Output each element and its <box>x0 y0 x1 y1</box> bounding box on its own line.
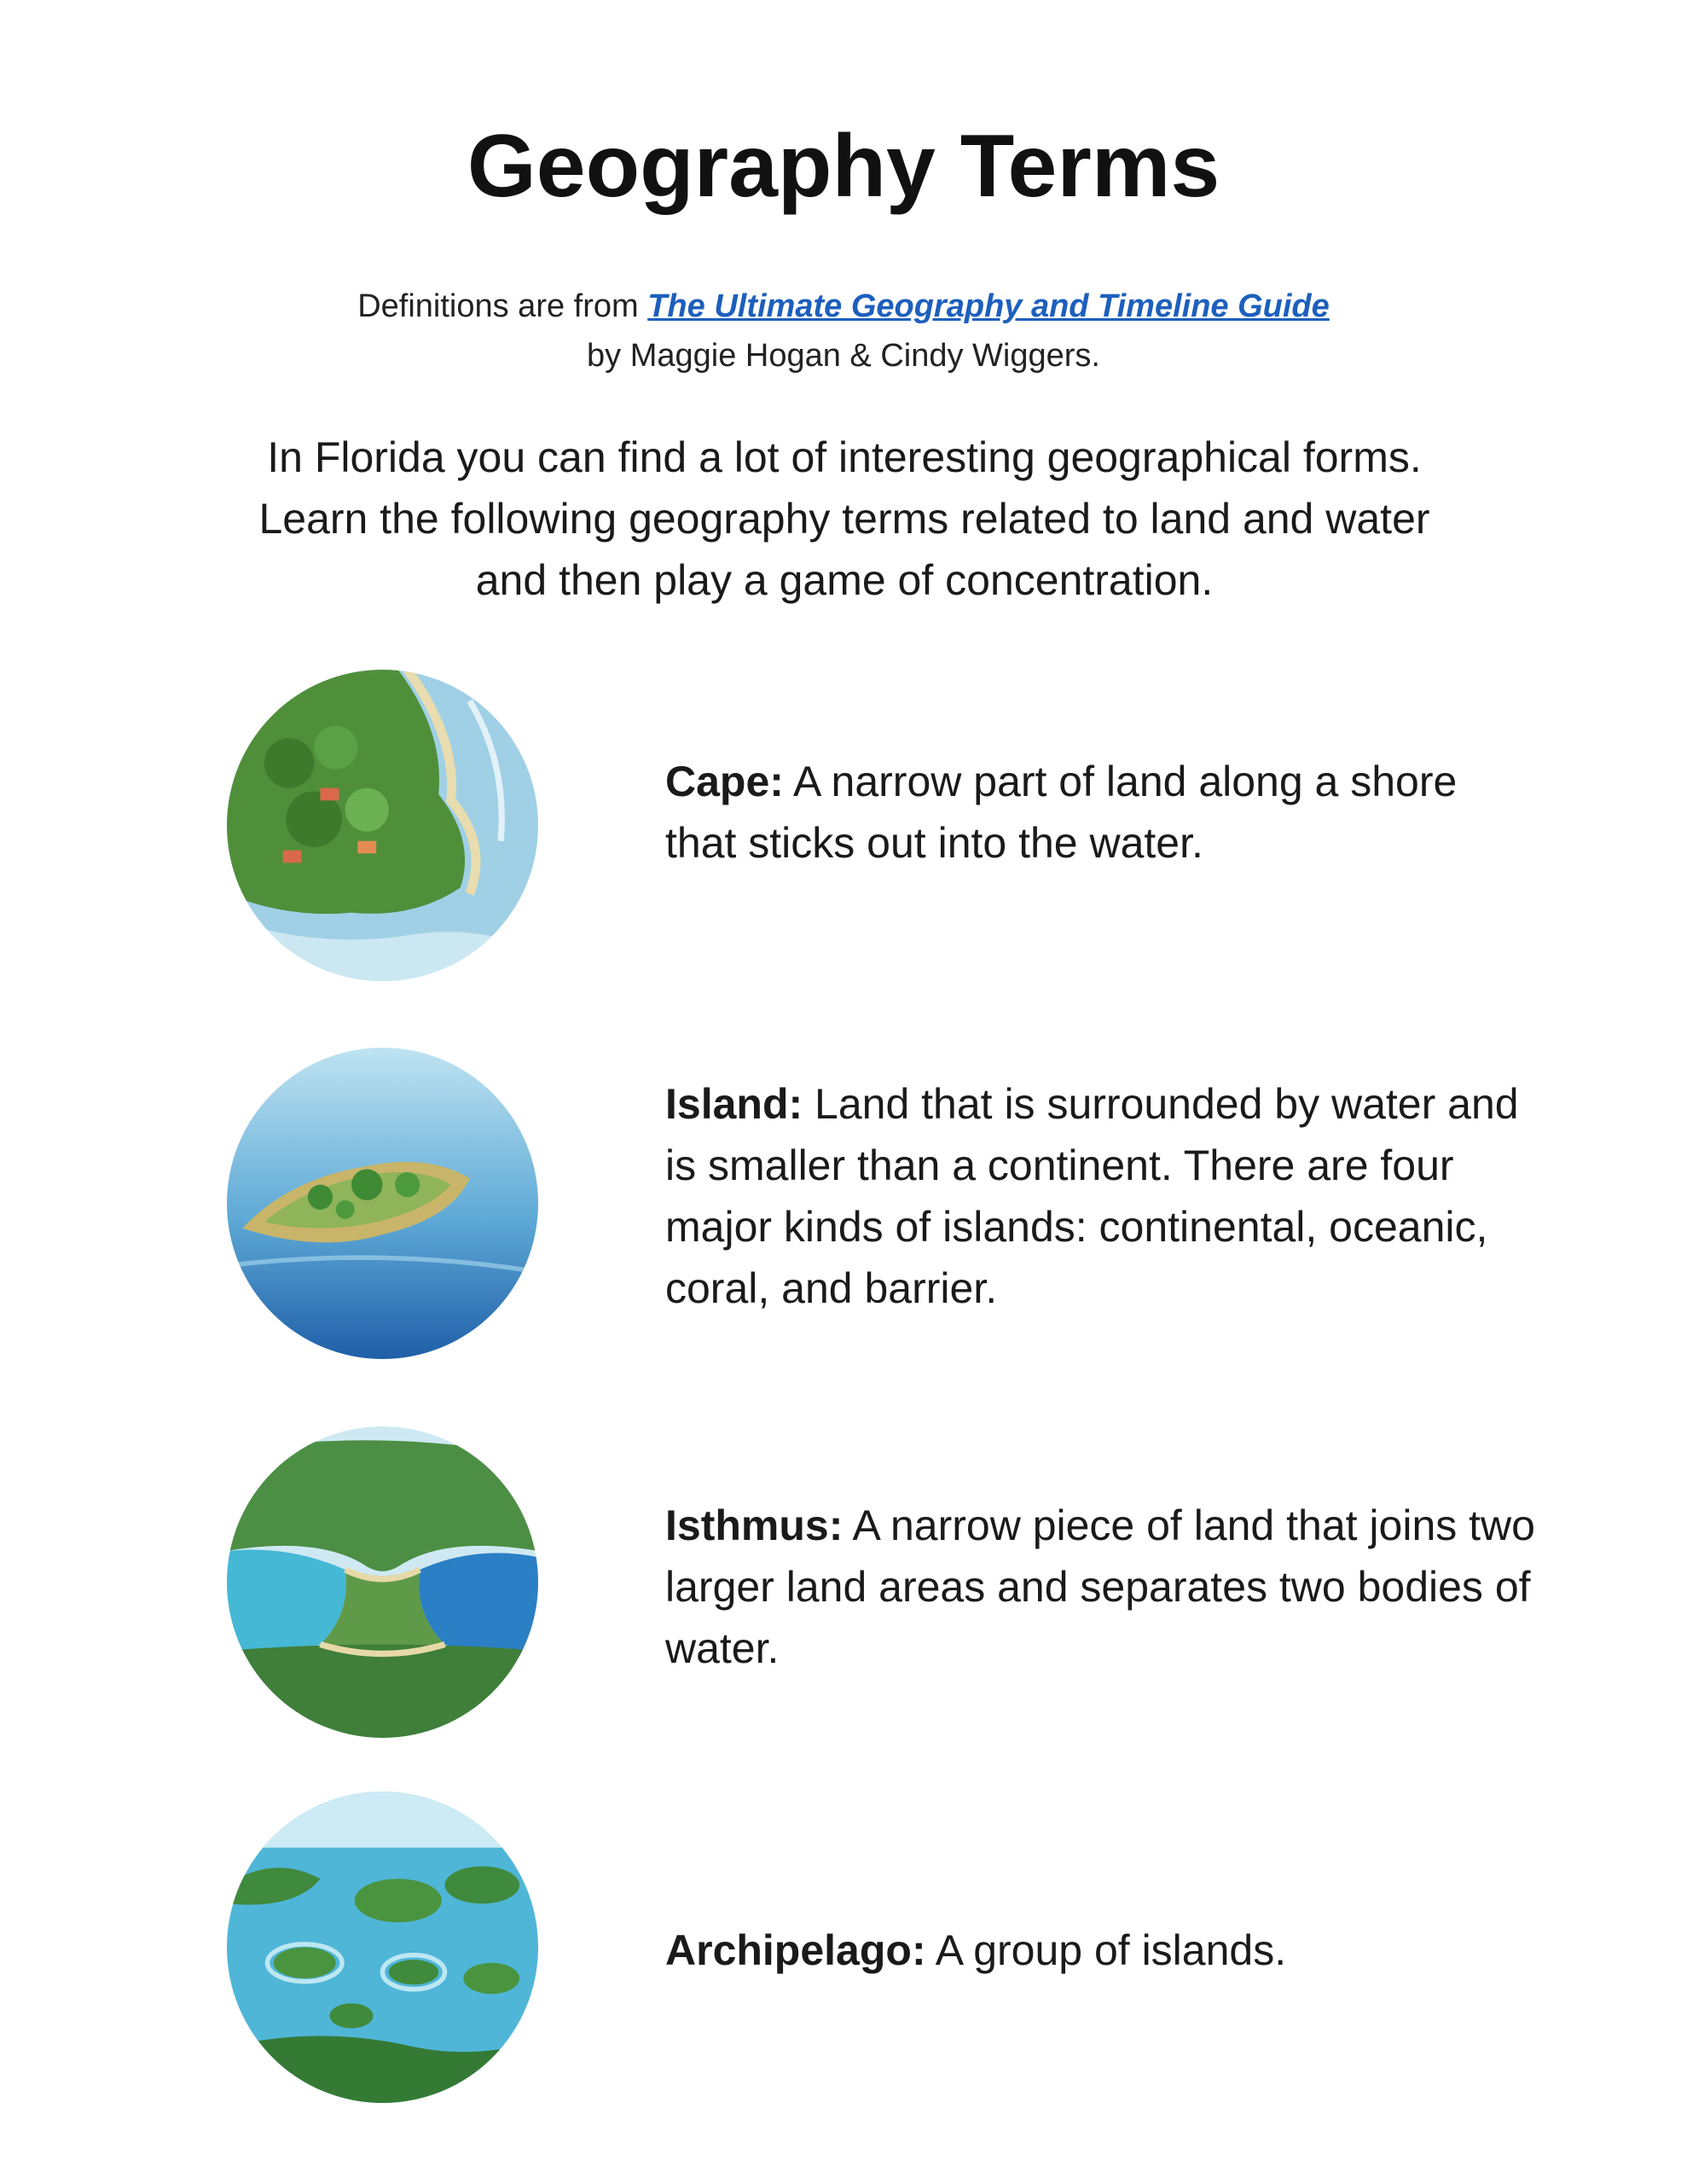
archipelago-definition <box>665 1920 1535 1981</box>
book-title-link[interactable]: The Ultimate Geography and Timeline Guide <box>647 288 1330 324</box>
island-illustration <box>227 1048 538 1359</box>
source-credit <box>0 282 1687 380</box>
term-label: Island: <box>665 1080 803 1128</box>
term-label: Isthmus: <box>665 1502 844 1549</box>
intro-line-3: and then play a game of concentration. <box>475 556 1214 604</box>
intro-line-1: In Florida you can find a lot of interesting geographical forms. <box>267 433 1422 481</box>
isthmus-illustration <box>227 1426 538 1738</box>
intro-line-2: Learn the following geography terms related to land and water <box>258 495 1430 543</box>
source-line <box>0 282 1687 331</box>
term-label: Archipelago: <box>665 1926 926 1974</box>
page-title: Geography Terms <box>467 117 1220 216</box>
cape-illustration <box>227 670 538 981</box>
term-label: Cape: <box>665 758 784 805</box>
source-authors: by Maggie Hogan & Cindy Wiggers. <box>587 338 1100 374</box>
cape-definition <box>665 751 1535 874</box>
term-text: Land that is surrounded by water and is smaller than a continent. There are four major kinds of islands: continental, oceanic, coral, and barrier. <box>665 1080 1519 1312</box>
archipelago-illustration <box>227 1792 538 2103</box>
term-text: A narrow part of land along a shore that sticks out into the water. <box>665 758 1458 867</box>
isthmus-definition <box>665 1495 1535 1679</box>
source-prefix: Definitions are from <box>357 288 648 324</box>
island-definition <box>665 1073 1535 1319</box>
term-text: A narrow piece of land that joins two larger land areas and separates two bodies of water. <box>665 1502 1535 1672</box>
term-text: A group of islands. <box>925 1926 1287 1974</box>
intro-paragraph <box>162 427 1527 611</box>
